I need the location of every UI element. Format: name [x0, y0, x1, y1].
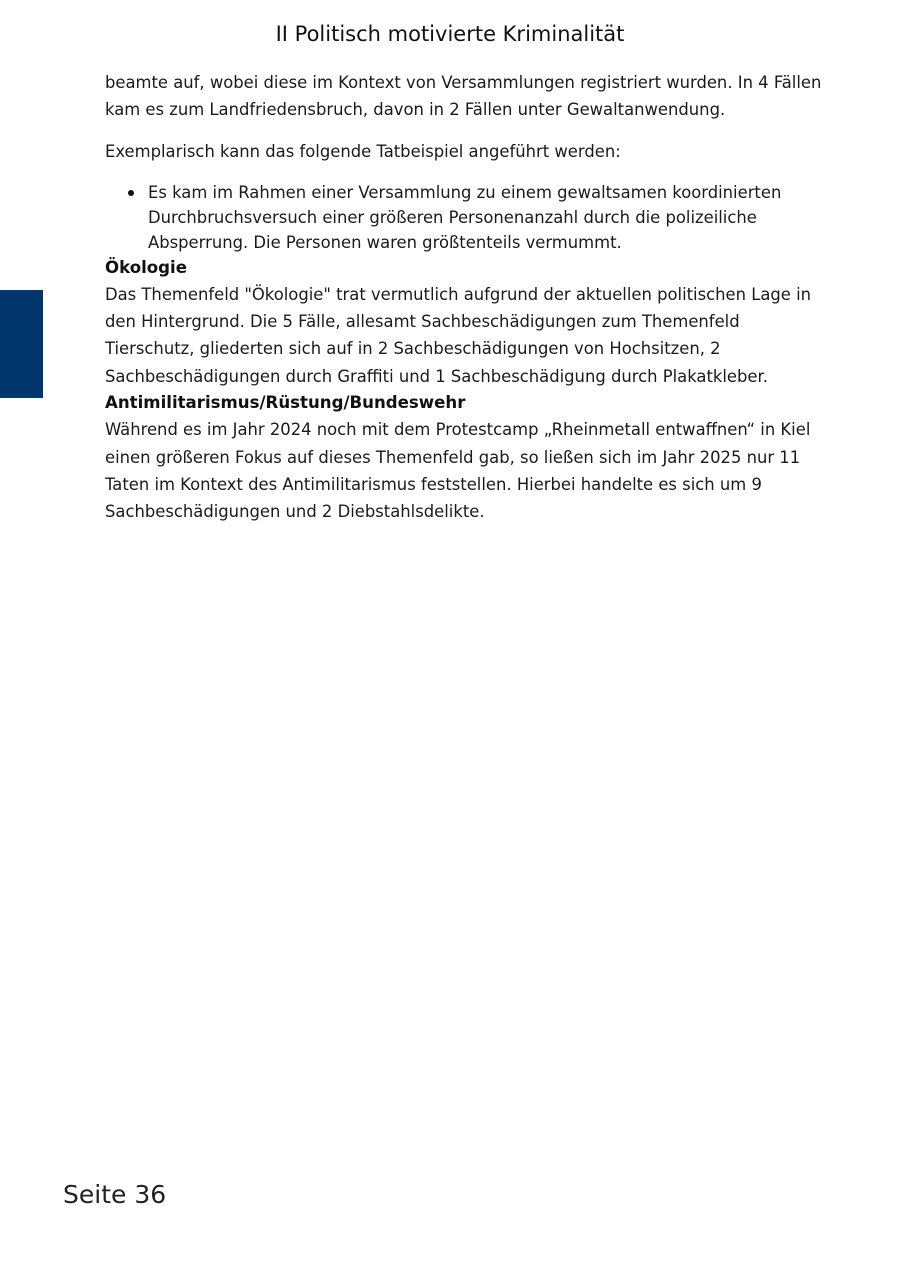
intro-paragraph: beamte auf, wobei diese im Kontext von Versammlungen registriert wurden. In 4 Fällen kam es zum Landfriedensbruch, davon in 2 Fällen unter Gewaltanwendung.	[105, 73, 822, 119]
chapter-side-tab	[0, 290, 43, 398]
page-number: Seite 36	[63, 1180, 167, 1209]
section-heading-antimilitarismus: Antimilitarismus/Rüstung/Bundeswehr	[105, 392, 466, 412]
page-content	[105, 70, 833, 525]
section-paragraph-oekologie: Das Themenfeld "Ökologie" trat vermutlich aufgrund der aktuellen politischen Lage in den Hintergrund. Die 5 Fälle, allesamt Sachbeschädigungen zum Themenfeld Tierschutz, gliederten sich auf in 2 Sachbeschädigungen von Hochsitzen, 2 Sachbeschädigungen durch Graffiti und 1 Sachbeschädigung durch Plakatkleber.	[105, 285, 812, 386]
list-item-text: Es kam im Rahmen einer Versammlung zu einem gewaltsamen koordinierten Durchbruchsversuch einer größeren Personenanzahl durch die polizeiliche Absperrung. Die Personen waren größtenteils vermummt.	[148, 182, 782, 252]
running-header: II Politisch motivierte Kriminalität	[275, 22, 625, 46]
section-paragraph-antimilitarismus: Während es im Jahr 2024 noch mit dem Protestcamp „Rheinmetall entwaffnen“ in Kiel einen größeren Fokus auf dieses Themenfeld gab, so ließen sich im Jahr 2025 nur 11 Taten im Kontext des Antimilitarismus feststellen. Hierbei handelte es sich um 9 Sachbeschädigungen und 2 Diebstahlsdelikte.	[105, 420, 811, 521]
example-intro-paragraph: Exemplarisch kann das folgende Tatbeispiel angeführt werden:	[105, 142, 621, 161]
bullet-icon	[128, 190, 134, 196]
example-list	[105, 180, 833, 255]
section-heading-oekologie: Ökologie	[105, 257, 188, 277]
list-item	[148, 180, 833, 255]
